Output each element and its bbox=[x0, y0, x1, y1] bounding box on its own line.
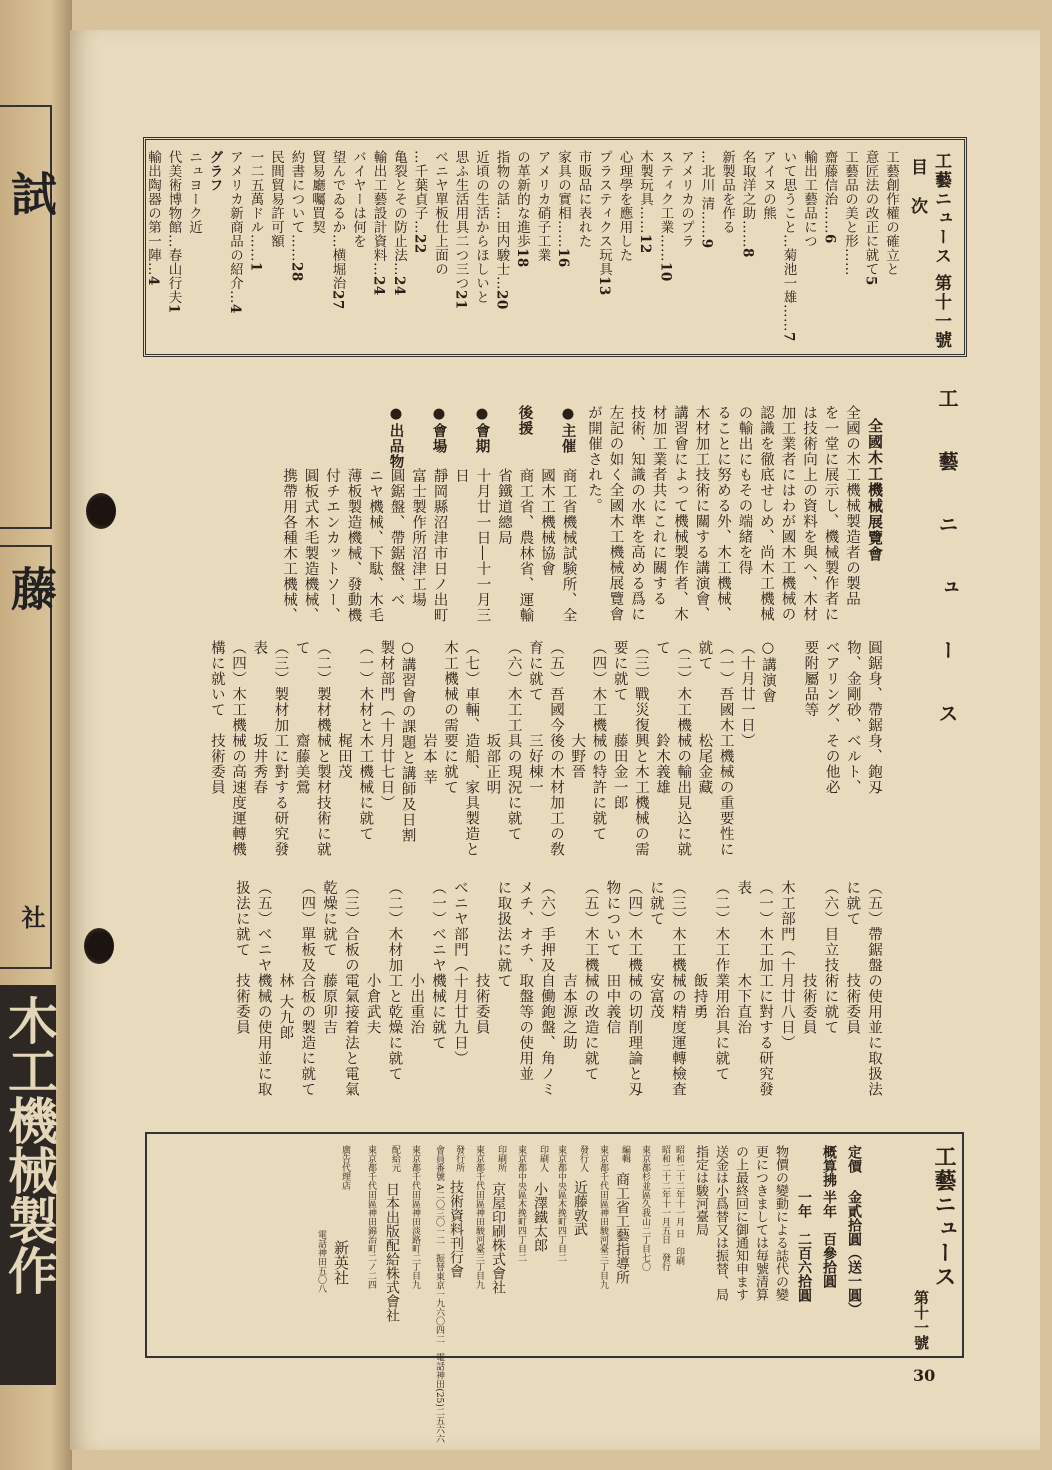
agent: 新英社 bbox=[332, 1240, 350, 1285]
left-lettering-mid: 藤 bbox=[4, 565, 58, 611]
toc-entry-subtitle: 家具の實相…… bbox=[555, 150, 571, 248]
toc-entry-continued bbox=[861, 150, 880, 340]
info-value: 商工省機械試験所、全 bbox=[560, 468, 577, 623]
toc-entry-title: 貿易廳囑買契 bbox=[309, 150, 325, 234]
article-line: の輸出にもその端緒を得 bbox=[736, 405, 753, 576]
lecture-line: 木工部門（十月廿八日） bbox=[778, 880, 795, 1051]
editor: 商工省工藝指導所 bbox=[614, 1172, 630, 1284]
lecture-line: （四）木工機械の高速度運轉機 bbox=[230, 640, 246, 857]
colophon-title: 工藝ニュース bbox=[931, 1145, 957, 1289]
price-value: 金貳拾圓（送一圓） bbox=[846, 1190, 862, 1316]
toc-entry-title: アメリカ硝子工業 bbox=[534, 150, 551, 262]
agent-phone: 電話神田五〇八 bbox=[316, 1230, 326, 1293]
article-line: 材加工業者共にこれに關する bbox=[650, 405, 667, 607]
info-value: 圓鋸盤、帶鋸盤、ベ bbox=[388, 468, 405, 608]
distributor: 日本出版配給株式會社 bbox=[384, 1182, 400, 1322]
toc-page-number: 22 bbox=[411, 234, 428, 254]
toc-entry-continued bbox=[451, 150, 470, 340]
toc-entry bbox=[389, 150, 408, 340]
lecture-line: （六）木工工具の現況に就て bbox=[505, 640, 522, 842]
notice-line: 送金は小爲替又は振替、局 bbox=[713, 1145, 728, 1301]
toc-entry-continued bbox=[738, 150, 757, 340]
toc-entry bbox=[143, 150, 162, 340]
toc-entry-continued bbox=[820, 150, 839, 340]
lecture-line: （六）目立技術に就て bbox=[822, 880, 839, 1035]
article-line: 全國の木工機械製造者の製品 bbox=[844, 405, 860, 607]
toc-entry-subtitle: スティク工業…… bbox=[657, 150, 674, 262]
toc-entry-title: アメリカ新商品の紹介… bbox=[227, 150, 243, 304]
toc-entry-title: 工藝品の美と形…… bbox=[842, 150, 858, 276]
toc-entry-title: 市販品に表れた bbox=[575, 150, 592, 248]
lecture-line: 乾燥に就て 藤原卯吉 bbox=[321, 880, 337, 1035]
info-label: ●出品物 bbox=[387, 405, 405, 470]
lecture-line: 製材部門（十月廿七日） bbox=[378, 640, 395, 811]
lecture-line: 技術委員 bbox=[800, 880, 817, 1035]
toc-entry bbox=[184, 150, 203, 340]
binding-hole-top bbox=[86, 493, 116, 529]
lecture-line: （五）帶鋸盤の使用並に取扱法 bbox=[866, 880, 882, 1097]
info-value-continued: ニヤ機械、下駄、木毛 bbox=[367, 468, 383, 623]
lecture-line: 育に就て 三好棟一 bbox=[526, 640, 543, 795]
toc-page-number: 18 bbox=[514, 248, 530, 268]
toc-entry bbox=[369, 150, 388, 340]
lecture-line: （四）木工機械の切削理論と刄 bbox=[626, 880, 643, 1097]
toc-graph-label: グラフ bbox=[206, 150, 223, 192]
distributor-label: 配給元 bbox=[390, 1145, 400, 1172]
info-value-continued: 日 bbox=[453, 468, 469, 484]
toc-entry-title: 亀裂とその防止法… bbox=[391, 150, 407, 276]
toc-entry-title: 指物の話…田内駿士… bbox=[493, 150, 510, 290]
info-value-continued: 省鐵道總局 bbox=[496, 468, 512, 546]
printer: 小澤鐵太郎 bbox=[532, 1182, 548, 1252]
article-line: 認識を徹底せしめ、尚木工機械 bbox=[758, 405, 774, 622]
toc-page-number: 4 bbox=[145, 276, 161, 286]
left-lettering-top: 試 bbox=[4, 170, 58, 216]
page-number: 30 bbox=[913, 1366, 936, 1385]
toc-entry-title: 民間貿易許可額 bbox=[268, 150, 284, 248]
article-line: 技術、知識の水準を高める爲に bbox=[629, 405, 645, 622]
lecture-line: ベアリング、その他必 bbox=[823, 640, 840, 795]
lecture-line: て 鈴木義雄 bbox=[654, 640, 670, 795]
notice-line: の上最終回に御通知申ます bbox=[733, 1145, 748, 1301]
lecture-line: （二）木工機械の輸出見込に就 bbox=[675, 640, 692, 857]
toc-entry bbox=[574, 150, 593, 340]
lecture-line: 小出重治 bbox=[408, 880, 425, 1035]
toc-entry-title: バイヤーは何を bbox=[350, 150, 366, 248]
toc-page-number: 12 bbox=[637, 234, 653, 254]
toc-entry-title: ニュヨーク近 bbox=[186, 150, 202, 234]
address: 東京都千代田區神田淡路町二丁目九 bbox=[410, 1145, 420, 1289]
toc-entry-subtitle: 意匠法の改正に就て bbox=[862, 150, 879, 276]
toc-entry-title: アイヌの熊 bbox=[760, 150, 776, 220]
lecture-line: ○講習會の課題と講師及日割 bbox=[399, 640, 416, 843]
info-value: 靜岡縣沼津市日ノ出町 bbox=[431, 468, 448, 623]
publisher-label: 發行人 bbox=[578, 1145, 588, 1172]
toc-entry-subtitle: プラスティクス玩具 bbox=[596, 150, 612, 276]
toc-entry-title: 工藝創作權の確立と bbox=[883, 150, 899, 276]
left-advert-lettering: 木工機械製作 bbox=[0, 995, 59, 1295]
toc-entry-title: 輸出工藝設計資料… bbox=[370, 150, 387, 276]
lecture-line: （五）吾國今後の木材加工の敎 bbox=[548, 640, 564, 857]
toc-entry-continued bbox=[656, 150, 675, 340]
toc-page-number: 8 bbox=[739, 248, 756, 258]
full-year-price: 一年 二百六拾圓 bbox=[796, 1190, 812, 1302]
toc-page-number: 4 bbox=[227, 304, 243, 314]
toc-entry-subtitle: 齋藤信治…… bbox=[821, 150, 838, 234]
lecture-line: べニヤ部門（十月廿九日） bbox=[451, 880, 468, 1066]
lecture-line: 大野晉 bbox=[569, 640, 586, 780]
lecture-line: に取扱法に就て bbox=[495, 880, 512, 989]
toc-entry bbox=[840, 150, 859, 340]
toc-page-number: 16 bbox=[555, 248, 571, 268]
agent-label: 廣告代理店 bbox=[340, 1145, 350, 1190]
lecture-line: 扱法に就て 技術委員 bbox=[233, 880, 250, 1035]
toc-page-number: 1 bbox=[165, 304, 182, 314]
lecture-line: （五）べニヤ機械の使用並に取 bbox=[255, 880, 272, 1097]
lecture-line: 圓鋸身、帶鋸身、鉋刄 bbox=[866, 640, 882, 795]
toc-entry-subtitle: 一二五萬ドル…… bbox=[247, 150, 264, 262]
toc-entry bbox=[758, 150, 777, 340]
toc-entry bbox=[225, 150, 244, 340]
toc-entry-title: べニヤ單板仕上面の bbox=[432, 150, 448, 276]
toc-entry-subtitle: 代美術博物館…春山行夫 bbox=[165, 150, 182, 304]
toc-page-number: 24 bbox=[370, 276, 387, 296]
address: 東京都中央區木挽町四丁目二 bbox=[516, 1145, 526, 1262]
lecture-line: 梶田茂 bbox=[336, 640, 352, 780]
lecture-line: 物、金剛砂、ベルト、 bbox=[844, 640, 861, 795]
info-label: ●會期 bbox=[473, 405, 491, 454]
lecture-line: 要に就て 藤田金一郎 bbox=[611, 640, 628, 811]
subscription-label: 概算拂 bbox=[821, 1145, 837, 1187]
toc-page-number: 20 bbox=[493, 290, 510, 310]
printer-label: 印刷人 bbox=[538, 1145, 548, 1172]
article-line: が開催された。 bbox=[586, 405, 602, 514]
half-year-price: 半年 百參拾圓 bbox=[821, 1190, 837, 1288]
toc-entry-title: アメリカのプラ bbox=[678, 150, 694, 248]
toc-page-number: 10 bbox=[657, 262, 674, 282]
lecture-line: 表 坂井秀春 bbox=[251, 640, 268, 795]
notice-line: 更につきましては毎號清算 bbox=[753, 1145, 768, 1301]
article-heading: 全國木工機械展覽會 bbox=[866, 418, 884, 562]
lecture-line: （一）木材と木工機械に就て bbox=[357, 640, 374, 842]
info-label: ●主催 bbox=[559, 405, 577, 454]
toc-entry-subtitle: いて思うこと…菊池一雄…… bbox=[780, 150, 797, 332]
toc-page-number: 13 bbox=[596, 276, 612, 296]
toc-entry bbox=[881, 150, 900, 340]
exhibit-line: 薄板製造機械、發動機 bbox=[345, 468, 362, 623]
toc-entry-continued bbox=[594, 150, 613, 340]
info-label: 後援 bbox=[516, 405, 534, 436]
left-page-box bbox=[0, 105, 52, 529]
toc-entry bbox=[635, 150, 654, 340]
exhibit-line: 圓板式木毛製造機械、 bbox=[302, 468, 319, 623]
editor-label: 編輯 bbox=[620, 1145, 630, 1163]
lecture-line: 岩本 莘 bbox=[420, 640, 437, 786]
lecture-line: に就て 技術委員 bbox=[844, 880, 861, 1035]
toc-entry-continued bbox=[246, 150, 265, 340]
toc-entry bbox=[615, 150, 634, 340]
lecture-line: 木工機械の需要に就て bbox=[442, 640, 458, 795]
article-line: ることに努める外、木工機械、 bbox=[715, 405, 731, 622]
toc-entry bbox=[471, 150, 490, 340]
lecture-line: ○講演會 bbox=[760, 640, 776, 704]
toc-entry-title: 輸出陶器の第一陣… bbox=[145, 150, 161, 276]
address: 東京都中央區木挽町四丁目二 bbox=[556, 1145, 566, 1262]
lecture-line: 要附屬品等 bbox=[802, 640, 819, 718]
toc-entry bbox=[676, 150, 695, 340]
toc-entry bbox=[348, 150, 367, 340]
lecture-line: （一）吾國木工機械の重要性に bbox=[717, 640, 734, 857]
toc-entry bbox=[717, 150, 736, 340]
toc-entry bbox=[799, 150, 818, 340]
lecture-line: （三）木工機械の精度運轉檢査 bbox=[669, 880, 686, 1097]
toc-entry-title: 近頃の生活からほしいと bbox=[473, 150, 489, 304]
lecture-line: 技術委員 bbox=[473, 880, 490, 1035]
binding-hole-bottom bbox=[84, 928, 114, 964]
info-value-continued: 國木工機械協會 bbox=[539, 468, 555, 577]
toc-entry-continued bbox=[287, 150, 306, 340]
article-line: は技術向上の資料を與へ、木材 bbox=[801, 405, 817, 622]
lecture-line: 林 大九郎 bbox=[277, 880, 294, 1041]
lecture-line: 構に就いて 技術委員 bbox=[208, 640, 225, 795]
lecture-line: （一）べニヤ機械に就て bbox=[430, 880, 446, 1051]
lecture-line: （一）木工加工に對する研究發 bbox=[757, 880, 773, 1097]
toc-entry-subtitle: 思ふ生活用具二つ三つ bbox=[452, 150, 469, 290]
toc-entry-continued bbox=[328, 150, 347, 340]
toc-page-number: 24 bbox=[391, 276, 407, 296]
print-house-label: 印刷所 bbox=[496, 1145, 506, 1172]
lecture-line: メチ、オチ、取盤等の使用並 bbox=[517, 880, 534, 1082]
toc-page-number: 1 bbox=[247, 262, 264, 272]
print-date: 昭和二十二年十一月 日 印刷 bbox=[674, 1145, 684, 1265]
exhibit-line: 携帶用各種木工機械、 bbox=[281, 468, 297, 623]
toc-page-number: 6 bbox=[821, 234, 838, 244]
toc-page-number: 27 bbox=[329, 290, 346, 310]
toc-entry bbox=[533, 150, 552, 340]
exhibit-line: 付チエンカットソー、 bbox=[324, 468, 340, 623]
toc-entry-subtitle: の革新的な進歩 bbox=[514, 150, 530, 248]
toc-entry-title: 新製品を作る bbox=[719, 150, 735, 234]
lecture-line: 表 木下直治 bbox=[735, 880, 752, 1035]
address: 東京都杉並區久我山二丁目七〇 bbox=[640, 1145, 650, 1271]
info-value: 十月廿一日―十一月三 bbox=[474, 468, 491, 623]
address: 東京都千代田區神田錦治町二ノ二四 bbox=[366, 1145, 376, 1289]
lecture-line: 就て 松尾金藏 bbox=[696, 640, 713, 795]
price-label: 定價 bbox=[846, 1145, 862, 1173]
publisher: 近藤敦武 bbox=[572, 1180, 588, 1236]
lecture-line: （三）合板の電氣接着法と電氣 bbox=[342, 880, 359, 1097]
lecture-line: 吉本源之助 bbox=[560, 880, 577, 1051]
lecture-line: て 齋藤美鶯 bbox=[293, 640, 310, 795]
toc-entry bbox=[307, 150, 326, 340]
toc-entry bbox=[266, 150, 285, 340]
toc-entry-continued bbox=[779, 150, 798, 340]
toc-entry-continued bbox=[697, 150, 716, 340]
article-line: 加工業者にはわが國木工機械の bbox=[779, 405, 796, 622]
address: 東京都千代田區神田駿河臺三丁目九 bbox=[598, 1145, 608, 1289]
toc-entry-continued bbox=[553, 150, 572, 340]
info-value: 商工省、農林省、運輸 bbox=[517, 468, 534, 623]
lecture-line: 物について 田中義信 bbox=[604, 880, 621, 1035]
lecture-line: 坂部正明 bbox=[484, 640, 501, 795]
toc-entry-continued bbox=[410, 150, 429, 340]
lecture-line: （二）木材加工と乾燥に就て bbox=[386, 880, 403, 1082]
lecture-line: （三）戰災復興と木工機械の需 bbox=[632, 640, 649, 857]
lecture-line: （二）製材機械と製材技術に就 bbox=[314, 640, 331, 857]
lecture-line: （五）木工機械の改造に就て bbox=[582, 880, 599, 1082]
toc-entry-continued bbox=[164, 150, 183, 340]
toc-page-number: 9 bbox=[698, 238, 715, 249]
print-house: 京屋印刷株式會社 bbox=[490, 1182, 506, 1294]
lecture-line: （三）製材加工に對する研究發 bbox=[272, 640, 289, 857]
toc-header: 工藝ニュース 第十一號 bbox=[931, 152, 951, 350]
lecture-line: 小倉武夫 bbox=[364, 880, 381, 1035]
lecture-line: （六）手押及自働鉋盤、角ノミ bbox=[539, 880, 555, 1097]
colophon-issue: 第十一號 bbox=[912, 1290, 930, 1350]
info-label: ●會場 bbox=[430, 405, 448, 454]
issuer-phone: 會員番號 A二〇三〇一二 振替東京一九六〇四二 電話神田(25)二五六六 bbox=[434, 1145, 444, 1443]
address: 東京都千代田區神田駿河臺三丁目九 bbox=[474, 1145, 484, 1289]
toc-entry-title: 輸出工藝品につ bbox=[801, 150, 817, 248]
lecture-line: に就て 安富茂 bbox=[648, 880, 664, 1020]
toc-entry-subtitle: …千葉貞子… bbox=[411, 150, 428, 234]
notice-line: 指定は駿河臺局 bbox=[693, 1145, 708, 1236]
toc-entry bbox=[430, 150, 449, 340]
publish-date: 昭和二十二年十一月五日 發行 bbox=[660, 1145, 670, 1271]
lecture-line: （二）木工作業用治具に就て bbox=[713, 880, 730, 1082]
lecture-line: 飯持勇 bbox=[691, 880, 708, 1020]
lecture-line: （七）車輛、造船、家具製造と bbox=[463, 640, 480, 857]
lecture-line: （十月廿一日） bbox=[738, 640, 755, 749]
section-title: 工 藝 ニ ュ ー ス bbox=[935, 388, 959, 741]
article-line: 木材加工技術に關する講演會、 bbox=[693, 405, 710, 622]
article-line: を一堂に展示し、機械製作者に bbox=[822, 405, 839, 622]
toc-page-number: 21 bbox=[452, 290, 469, 310]
toc-entry-subtitle: 名取洋之助…… bbox=[739, 150, 756, 248]
lecture-line: （四）單板及合板の製造に就て bbox=[299, 880, 316, 1097]
toc-entry-title: 心理學を應用した bbox=[616, 150, 633, 262]
issuer: 技術資料刊行會 bbox=[448, 1180, 464, 1278]
toc-entry-subtitle: 約書について…… bbox=[288, 150, 305, 262]
toc-entry-continued bbox=[512, 150, 531, 340]
toc-label: 目 次 bbox=[907, 158, 927, 222]
toc-entry-title: 木製玩具…… bbox=[637, 150, 653, 234]
toc-entry bbox=[492, 150, 511, 340]
left-lettering-low: 社 bbox=[17, 905, 46, 929]
toc-entry-subtitle: 望んでゐるか…横堀治 bbox=[329, 150, 346, 290]
article-line: 左記の如く全國木工機械展覽會 bbox=[607, 405, 624, 622]
article-line: 講習會によって機械製作者、木 bbox=[672, 405, 688, 622]
info-value-continued: 富士製作所沼津工場 bbox=[410, 468, 426, 608]
toc-entry-subtitle: …北川 清…… bbox=[698, 150, 715, 239]
notice-line: 物價の變動による誌代の變 bbox=[773, 1145, 788, 1301]
toc-page-number: 28 bbox=[288, 262, 305, 282]
lecture-line: （四）木工機械の特許に就て bbox=[590, 640, 607, 842]
issuer-label: 發行所 bbox=[454, 1145, 464, 1172]
toc-page-number: 5 bbox=[862, 276, 879, 286]
toc-page-number: 7 bbox=[780, 332, 797, 342]
